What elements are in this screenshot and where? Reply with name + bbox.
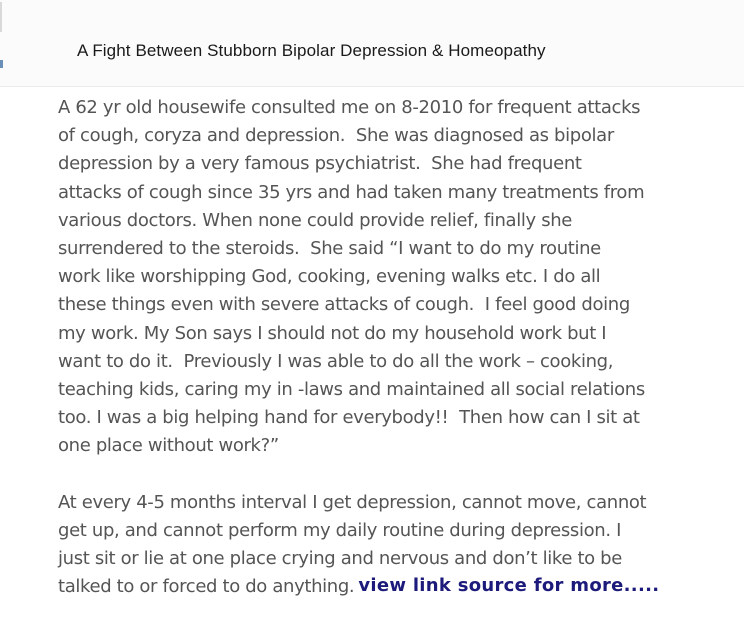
page-header xyxy=(0,0,744,87)
paragraph-line: teaching kids, caring my in -laws and maintained all social relations xyxy=(58,379,645,401)
paragraph-line: At every 4-5 months interval I get depression, cannot move, cannot xyxy=(58,491,647,513)
paragraph-line: too. I was a big helping hand for everybody!! Then how can I sit at xyxy=(58,407,640,429)
paragraph-line: surrendered to the steroids. She said “I want to do my routine xyxy=(58,238,601,260)
article-paragraph-1 xyxy=(58,94,728,461)
paragraph-line: talked to or forced to do anything. xyxy=(58,576,355,598)
article-body xyxy=(58,94,728,601)
paragraph-line: work like worshipping God, cooking, evening walks etc. I do all xyxy=(58,266,601,288)
edge-divider xyxy=(0,2,2,32)
page-title: A Fight Between Stubborn Bipolar Depression & Homeopathy xyxy=(77,41,546,60)
paragraph-line: of cough, coryza and depression. She was diagnosed as bipolar xyxy=(58,125,614,147)
paragraph-line: these things even with severe attacks of cough. I feel good doing xyxy=(58,294,630,316)
article-paragraph-2 xyxy=(58,489,728,602)
paragraph-line: depression by a very famous psychiatrist. She had frequent xyxy=(58,153,582,175)
view-source-link[interactable]: view link source for more..... xyxy=(358,575,660,597)
paragraph-line: want to do it. Previously I was able to do all the work – cooking, xyxy=(58,350,614,372)
paragraph-line: just sit or lie at one place crying and nervous and don’t like to be xyxy=(58,548,622,570)
paragraph-line: various doctors. When none could provide relief, finally she xyxy=(58,209,572,231)
paragraph-line: get up, and cannot perform my daily routine during depression. I xyxy=(58,519,622,541)
edge-marker xyxy=(0,60,3,68)
paragraph-line: attacks of cough since 35 yrs and had taken many treatments from xyxy=(58,181,645,203)
paragraph-line: A 62 yr old housewife consulted me on 8-2010 for frequent attacks xyxy=(58,97,641,118)
paragraph-line: my work. My Son says I should not do my household work but I xyxy=(58,322,607,344)
paragraph-line: one place without work?” xyxy=(58,435,279,457)
